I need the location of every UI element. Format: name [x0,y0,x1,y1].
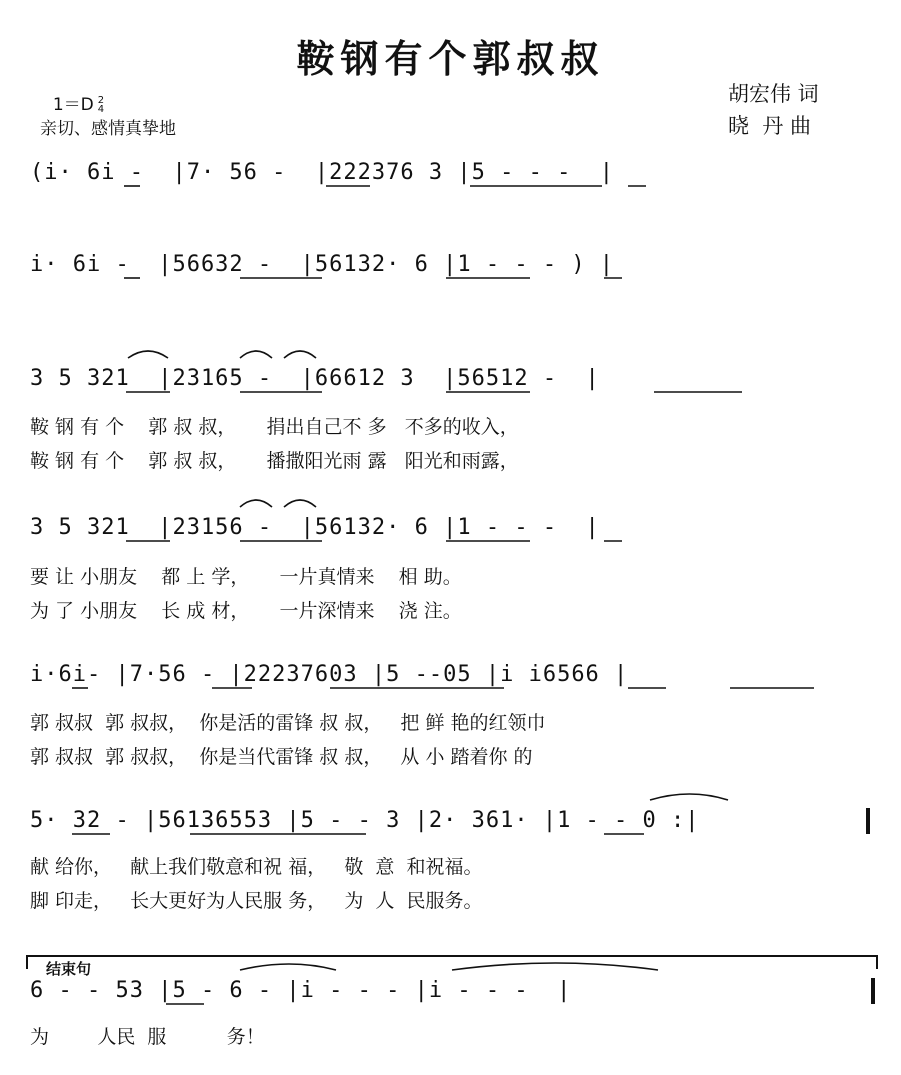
lyric-line-6-verse-1: 献 给你， 献上我们敬意和祝 福， 敬 意 和祝福。 [30,856,483,878]
meter-bottom: 4 [97,104,105,115]
lyric-line-4-verse-1: 要 让 小朋友 都 上 学， 一片真情来 相 助。 [30,566,462,588]
lyric-line-3-verse-2: 鞍 钢 有 个 郭 叔 叔， 播撒阳光雨 露 阳光和雨露， [30,450,519,472]
notes-system-6: 5· 32 - |56136553 |5 - - 3 |2· 361· |1 - - 0 :| [30,808,700,833]
notes-system-5: i·6i- |7·56 - |22237603 |5 --05 |i i6566 | [30,662,629,687]
song-title: 鞍钢有个郭叔叔 [296,37,605,81]
ending-label: 结束句 [46,960,92,978]
notes-system-3: 3 5 321 |23165 - |66612 3 |56512 - | [30,366,600,391]
composer-credit: 晓 丹 曲 [728,114,812,138]
notes-ending: 6 - - 53 |5 - 6 - |i - - - |i - - - | [30,978,572,1003]
notes-system-4: 3 5 321 |23156 - |56132· 6 |1 - - - | [30,515,600,540]
lyric-line-3-verse-1: 鞍 钢 有 个 郭 叔 叔， 捐出自己不 多 不多的收入， [30,416,519,438]
key-label: 1＝D [52,95,94,115]
lyric-ending: 为 人民 服 务！ [30,1026,265,1048]
notes-system-2: i· 6i - |56632 - |56132· 6 |1 - - - ) | [30,252,615,277]
lyric-line-5-verse-2: 郭 叔叔 郭 叔叔， 你是当代雷锋 叔 叔， 从 小 踏着你 的 [30,746,533,768]
lyric-line-4-verse-2: 为 了 小朋友 长 成 材， 一片深情来 浇 注。 [30,600,462,622]
expression-marking: 亲切、感情真挚地 [40,119,176,139]
notes-system-1: (i· 6i - |7· 56 - |222376 3 |5 - - - | [30,160,615,185]
meter-top: 2 [97,95,105,106]
lyricist-credit: 胡宏伟 词 [728,82,819,106]
lyric-line-6-verse-2: 脚 印走， 长大更好为人民服 务， 为 人 民服务。 [30,890,483,912]
lyric-line-5-verse-1: 郭 叔叔 郭 叔叔， 你是活的雷锋 叔 叔， 把 鲜 艳的红领巾 [30,712,546,734]
